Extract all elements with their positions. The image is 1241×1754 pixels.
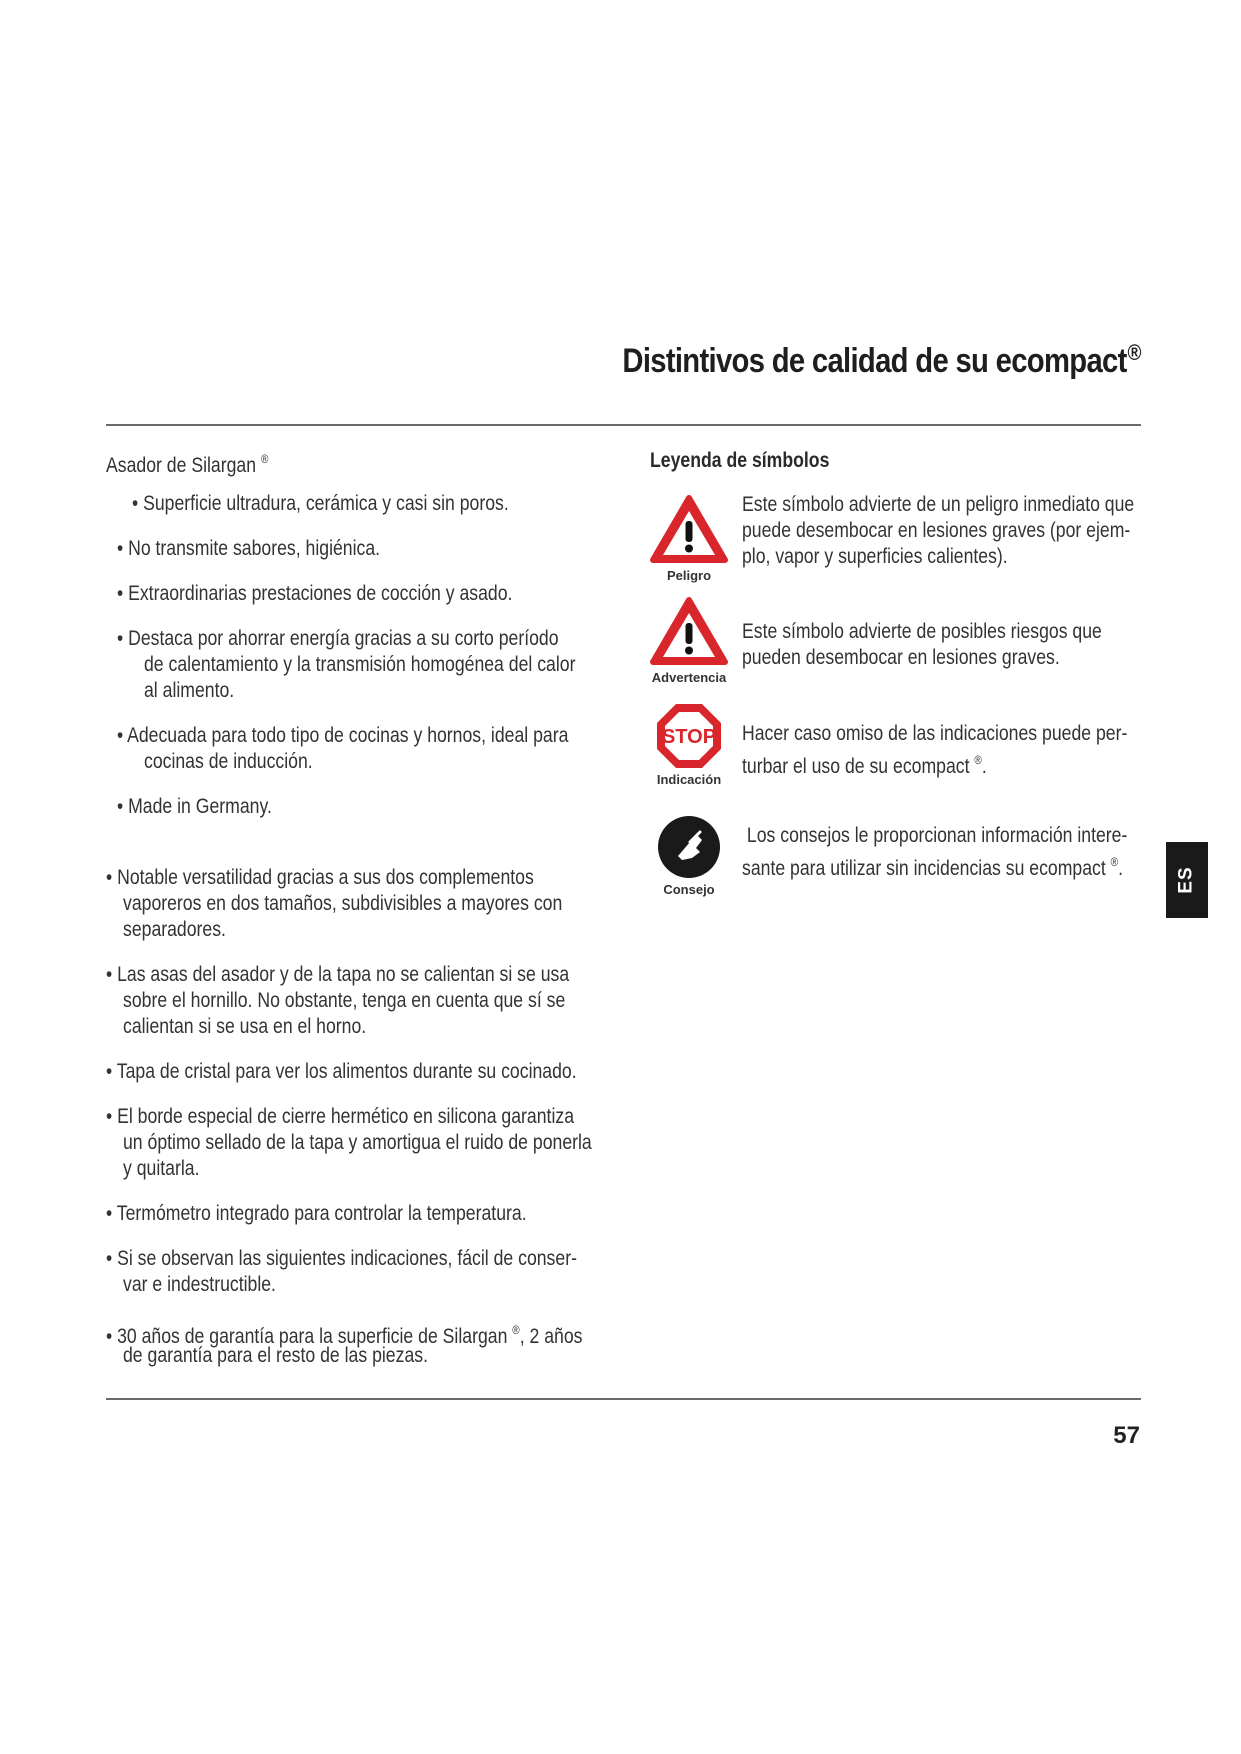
- feature-item-cont: sobre el hornillo. No obstante, tenga en cuenta que sí se: [123, 989, 566, 1012]
- stop-sign-icon: [655, 702, 723, 770]
- symbol-description: Los consejos le proporcionan información intere- sante para utilizar sin incidencias su ecompact ®.: [742, 824, 1128, 880]
- feature-item-cont: cocinas de inducción.: [144, 750, 313, 773]
- feature-item-cont: de calentamiento y la transmisión homogénea del calor: [144, 653, 576, 676]
- page-number: 57: [1113, 1422, 1140, 1449]
- symbol-notice: [648, 702, 730, 787]
- feature-item-cont: de garantía para el resto de las piezas.: [123, 1344, 428, 1367]
- feature-item: • Adecuada para todo tipo de cocinas y hornos, ideal para: [117, 724, 569, 747]
- symbol-label: Indicación: [656, 772, 722, 787]
- warning-triangle-icon: [649, 494, 729, 566]
- bottom-divider: [106, 1398, 1141, 1400]
- feature-item: • Destaca por ahorrar energía gracias a su corto período: [117, 627, 559, 650]
- top-divider: [106, 424, 1141, 426]
- warning-triangle-icon: [649, 596, 729, 668]
- feature-item-cont: un óptimo sellado de la tapa y amortigua el ruido de ponerla: [123, 1131, 592, 1154]
- feature-item-cont: y quitarla.: [123, 1157, 200, 1180]
- feature-item-cont: al alimento.: [144, 679, 235, 702]
- symbol-description: Este símbolo advierte de posibles riesgos que pueden desembocar en lesiones graves.: [742, 620, 1102, 669]
- symbol-tip: [648, 814, 730, 897]
- feature-item: • Si se observan las siguientes indicaciones, fácil de conser-: [106, 1247, 577, 1270]
- feature-item: • El borde especial de cierre hermético en silicona garantiza: [106, 1105, 575, 1128]
- feature-item-cont: vaporeros en dos tamaños, subdivisibles a mayores con: [123, 892, 563, 915]
- symbol-danger: [648, 494, 730, 583]
- feature-item: • Termómetro integrado para controlar la temperatura.: [106, 1202, 527, 1225]
- feature-item: • No transmite sabores, higiénica.: [117, 537, 381, 560]
- feature-item: • Made in Germany.: [117, 795, 272, 818]
- feature-item: • Notable versatilidad gracias a sus dos complementos: [106, 866, 534, 889]
- feature-item-cont: calientan si se usa en el horno.: [123, 1015, 367, 1038]
- feature-item: • 30 años de garantía para la superficie de Silargan ®, 2 años: [106, 1323, 583, 1348]
- feature-item: • Las asas del asador y de la tapa no se calientan si se usa: [106, 963, 570, 986]
- page-title: Distintivos de calidad de su ecompact®: [622, 340, 1141, 380]
- features-heading: Asador de Silargan ®: [106, 452, 269, 477]
- registered-mark: ®: [1127, 340, 1141, 365]
- symbol-description: Hacer caso omiso de las indicaciones puede per- turbar el uso de su ecompact ®.: [742, 722, 1128, 778]
- legend-title: Leyenda de símbolos: [650, 449, 830, 472]
- tip-hand-icon: [656, 814, 722, 880]
- symbol-label: Peligro: [666, 568, 712, 583]
- feature-item-cont: separadores.: [123, 918, 226, 941]
- symbol-label: Consejo: [663, 882, 715, 897]
- feature-item: • Superficie ultradura, cerámica y casi sin poros.: [132, 492, 509, 515]
- symbol-warning: [648, 596, 730, 685]
- feature-item: • Extraordinarias prestaciones de cocción y asado.: [117, 582, 513, 605]
- feature-item-cont: var e indestructible.: [123, 1273, 276, 1296]
- svg-text:STOP: STOP: [661, 726, 717, 748]
- symbol-label: Advertencia: [651, 670, 727, 685]
- symbol-description: Este símbolo advierte de un peligro inmediato que puede desembocar en lesiones graves (por ejem- plo, vapor y superficies calientes).: [742, 493, 1135, 568]
- language-tab: ES: [1166, 842, 1208, 918]
- feature-item: • Tapa de cristal para ver los alimentos durante su cocinado.: [106, 1060, 577, 1083]
